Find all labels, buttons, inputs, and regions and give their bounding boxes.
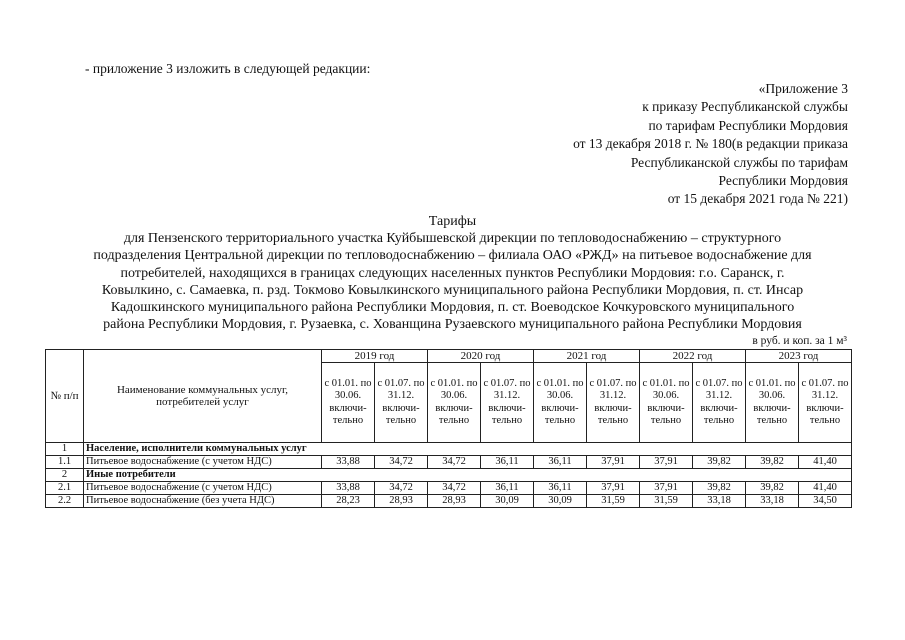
- appendix-header: [488, 80, 848, 209]
- title-line: Ковылкино, с. Самаевка, п. рзд. Токмово Ковылкинского муниципального района Республики Мордовия, п. ст. Инсар: [101, 282, 804, 298]
- tariff-value: 33,88: [322, 482, 375, 495]
- table-row: [46, 456, 852, 469]
- header-year: 2021 год: [534, 350, 640, 363]
- table-section-row: [46, 469, 852, 482]
- appendix-line: Республиканской службы по тарифам: [630, 154, 848, 170]
- appendix-line: «Приложение 3: [758, 81, 848, 96]
- row-number: 2.1: [46, 482, 84, 495]
- tariff-value: 31,59: [640, 495, 693, 508]
- tariff-value: 37,91: [587, 482, 640, 495]
- tariff-value: 34,50: [799, 495, 852, 508]
- header-period: с 01.07. по 31.12. включи-тельно: [375, 363, 428, 443]
- row-number: 1.1: [46, 456, 84, 469]
- table-row: [46, 482, 852, 495]
- tariff-table: [45, 349, 852, 508]
- unit-label: в руб. и коп. за 1 м³: [752, 335, 847, 347]
- row-number: 2: [46, 469, 84, 482]
- tariff-value: 34,72: [428, 482, 481, 495]
- title-line: Тарифы: [428, 214, 477, 229]
- title-line: района Республики Мордовия, г. Рузаевка, с. Хованщина Рузаевского муниципального района Республики Мордовия: [103, 317, 802, 333]
- header-year: 2022 год: [640, 350, 746, 363]
- header-period: с 01.01. по 30.06. включи-тельно: [322, 363, 375, 443]
- row-name: Население, исполнители коммунальных услуг: [84, 443, 852, 456]
- tariff-value: 28,23: [322, 495, 375, 508]
- tariff-value: 41,40: [799, 456, 852, 469]
- header-period: с 01.07. по 31.12. включи-тельно: [799, 363, 852, 443]
- tariff-value: 37,91: [640, 456, 693, 469]
- title-line: подразделения Центральной дирекции по тепловодоснабжению – филиала ОАО «РЖД» на питьевое водоснабжение для: [93, 248, 812, 264]
- tariff-value: 33,18: [693, 495, 746, 508]
- tariff-value: 34,72: [375, 482, 428, 495]
- tariff-value: 41,40: [799, 482, 852, 495]
- header-year: 2023 год: [746, 350, 852, 363]
- tariff-value: 31,59: [587, 495, 640, 508]
- header-year: 2019 год: [322, 350, 428, 363]
- header-period: с 01.07. по 31.12. включи-тельно: [587, 363, 640, 443]
- title-line: потребителей, находящихся в границах следующих населенных пунктов Республики Мордовия: г.о. Саранск, г.: [120, 265, 785, 281]
- tariff-value: 30,09: [481, 495, 534, 508]
- tariff-value: 34,72: [375, 456, 428, 469]
- table-header-years: [46, 350, 852, 363]
- tariff-value: 28,93: [375, 495, 428, 508]
- appendix-line: Республики Мордовия: [718, 173, 848, 189]
- tariff-value: 36,11: [481, 482, 534, 495]
- appendix-line: от 15 декабря 2021 года № 221): [667, 191, 848, 207]
- tariff-value: 37,91: [587, 456, 640, 469]
- table-section-row: [46, 443, 852, 456]
- tariff-value: 36,11: [534, 482, 587, 495]
- tariff-value: 36,11: [534, 456, 587, 469]
- tariff-value: 39,82: [693, 482, 746, 495]
- tariff-value: 34,72: [428, 456, 481, 469]
- header-name: Наименование коммунальных услуг, потребителей услуг: [84, 350, 322, 443]
- header-period: с 01.07. по 31.12. включи-тельно: [693, 363, 746, 443]
- row-name: Питьевое водоснабжение (с учетом НДС): [84, 456, 322, 469]
- tariff-value: 37,91: [640, 482, 693, 495]
- tariff-value: 30,09: [534, 495, 587, 508]
- row-name: Иные потребители: [84, 469, 852, 482]
- appendix-line: к приказу Республиканской службы: [642, 99, 848, 115]
- header-year: 2020 год: [428, 350, 534, 363]
- header-num: № п/п: [46, 350, 84, 443]
- tariff-value: 36,11: [481, 456, 534, 469]
- tariff-value: 39,82: [746, 456, 799, 469]
- tariff-value: 39,82: [746, 482, 799, 495]
- header-period: с 01.01. по 30.06. включи-тельно: [640, 363, 693, 443]
- header-period: с 01.01. по 30.06. включи-тельно: [534, 363, 587, 443]
- row-name: Питьевое водоснабжение (без учета НДС): [84, 495, 322, 508]
- tariff-value: 33,88: [322, 456, 375, 469]
- appendix-line: по тарифам Республики Мордовия: [648, 117, 848, 133]
- title-line: для Пензенского территориального участка Куйбышевской дирекции по тепловодоснабжению – структурного: [123, 231, 782, 247]
- header-period: с 01.01. по 30.06. включи-тельно: [746, 363, 799, 443]
- intro-text: - приложение 3 изложить в следующей редакции:: [85, 61, 371, 76]
- header-period: с 01.07. по 31.12. включи-тельно: [481, 363, 534, 443]
- title-line: Кадошкинского муниципального района Республики Мордовия, п. ст. Воеводское Кочкуровского муниципального: [110, 300, 795, 316]
- appendix-line: от 13 декабря 2018 г. № 180(в редакции приказа: [573, 136, 848, 152]
- table-row: [46, 495, 852, 508]
- row-number: 2.2: [46, 495, 84, 508]
- document-title: [0, 213, 905, 333]
- row-name: Питьевое водоснабжение (с учетом НДС): [84, 482, 322, 495]
- header-period: с 01.01. по 30.06. включи-тельно: [428, 363, 481, 443]
- tariff-value: 33,18: [746, 495, 799, 508]
- row-number: 1: [46, 443, 84, 456]
- tariff-value: 39,82: [693, 456, 746, 469]
- tariff-value: 28,93: [428, 495, 481, 508]
